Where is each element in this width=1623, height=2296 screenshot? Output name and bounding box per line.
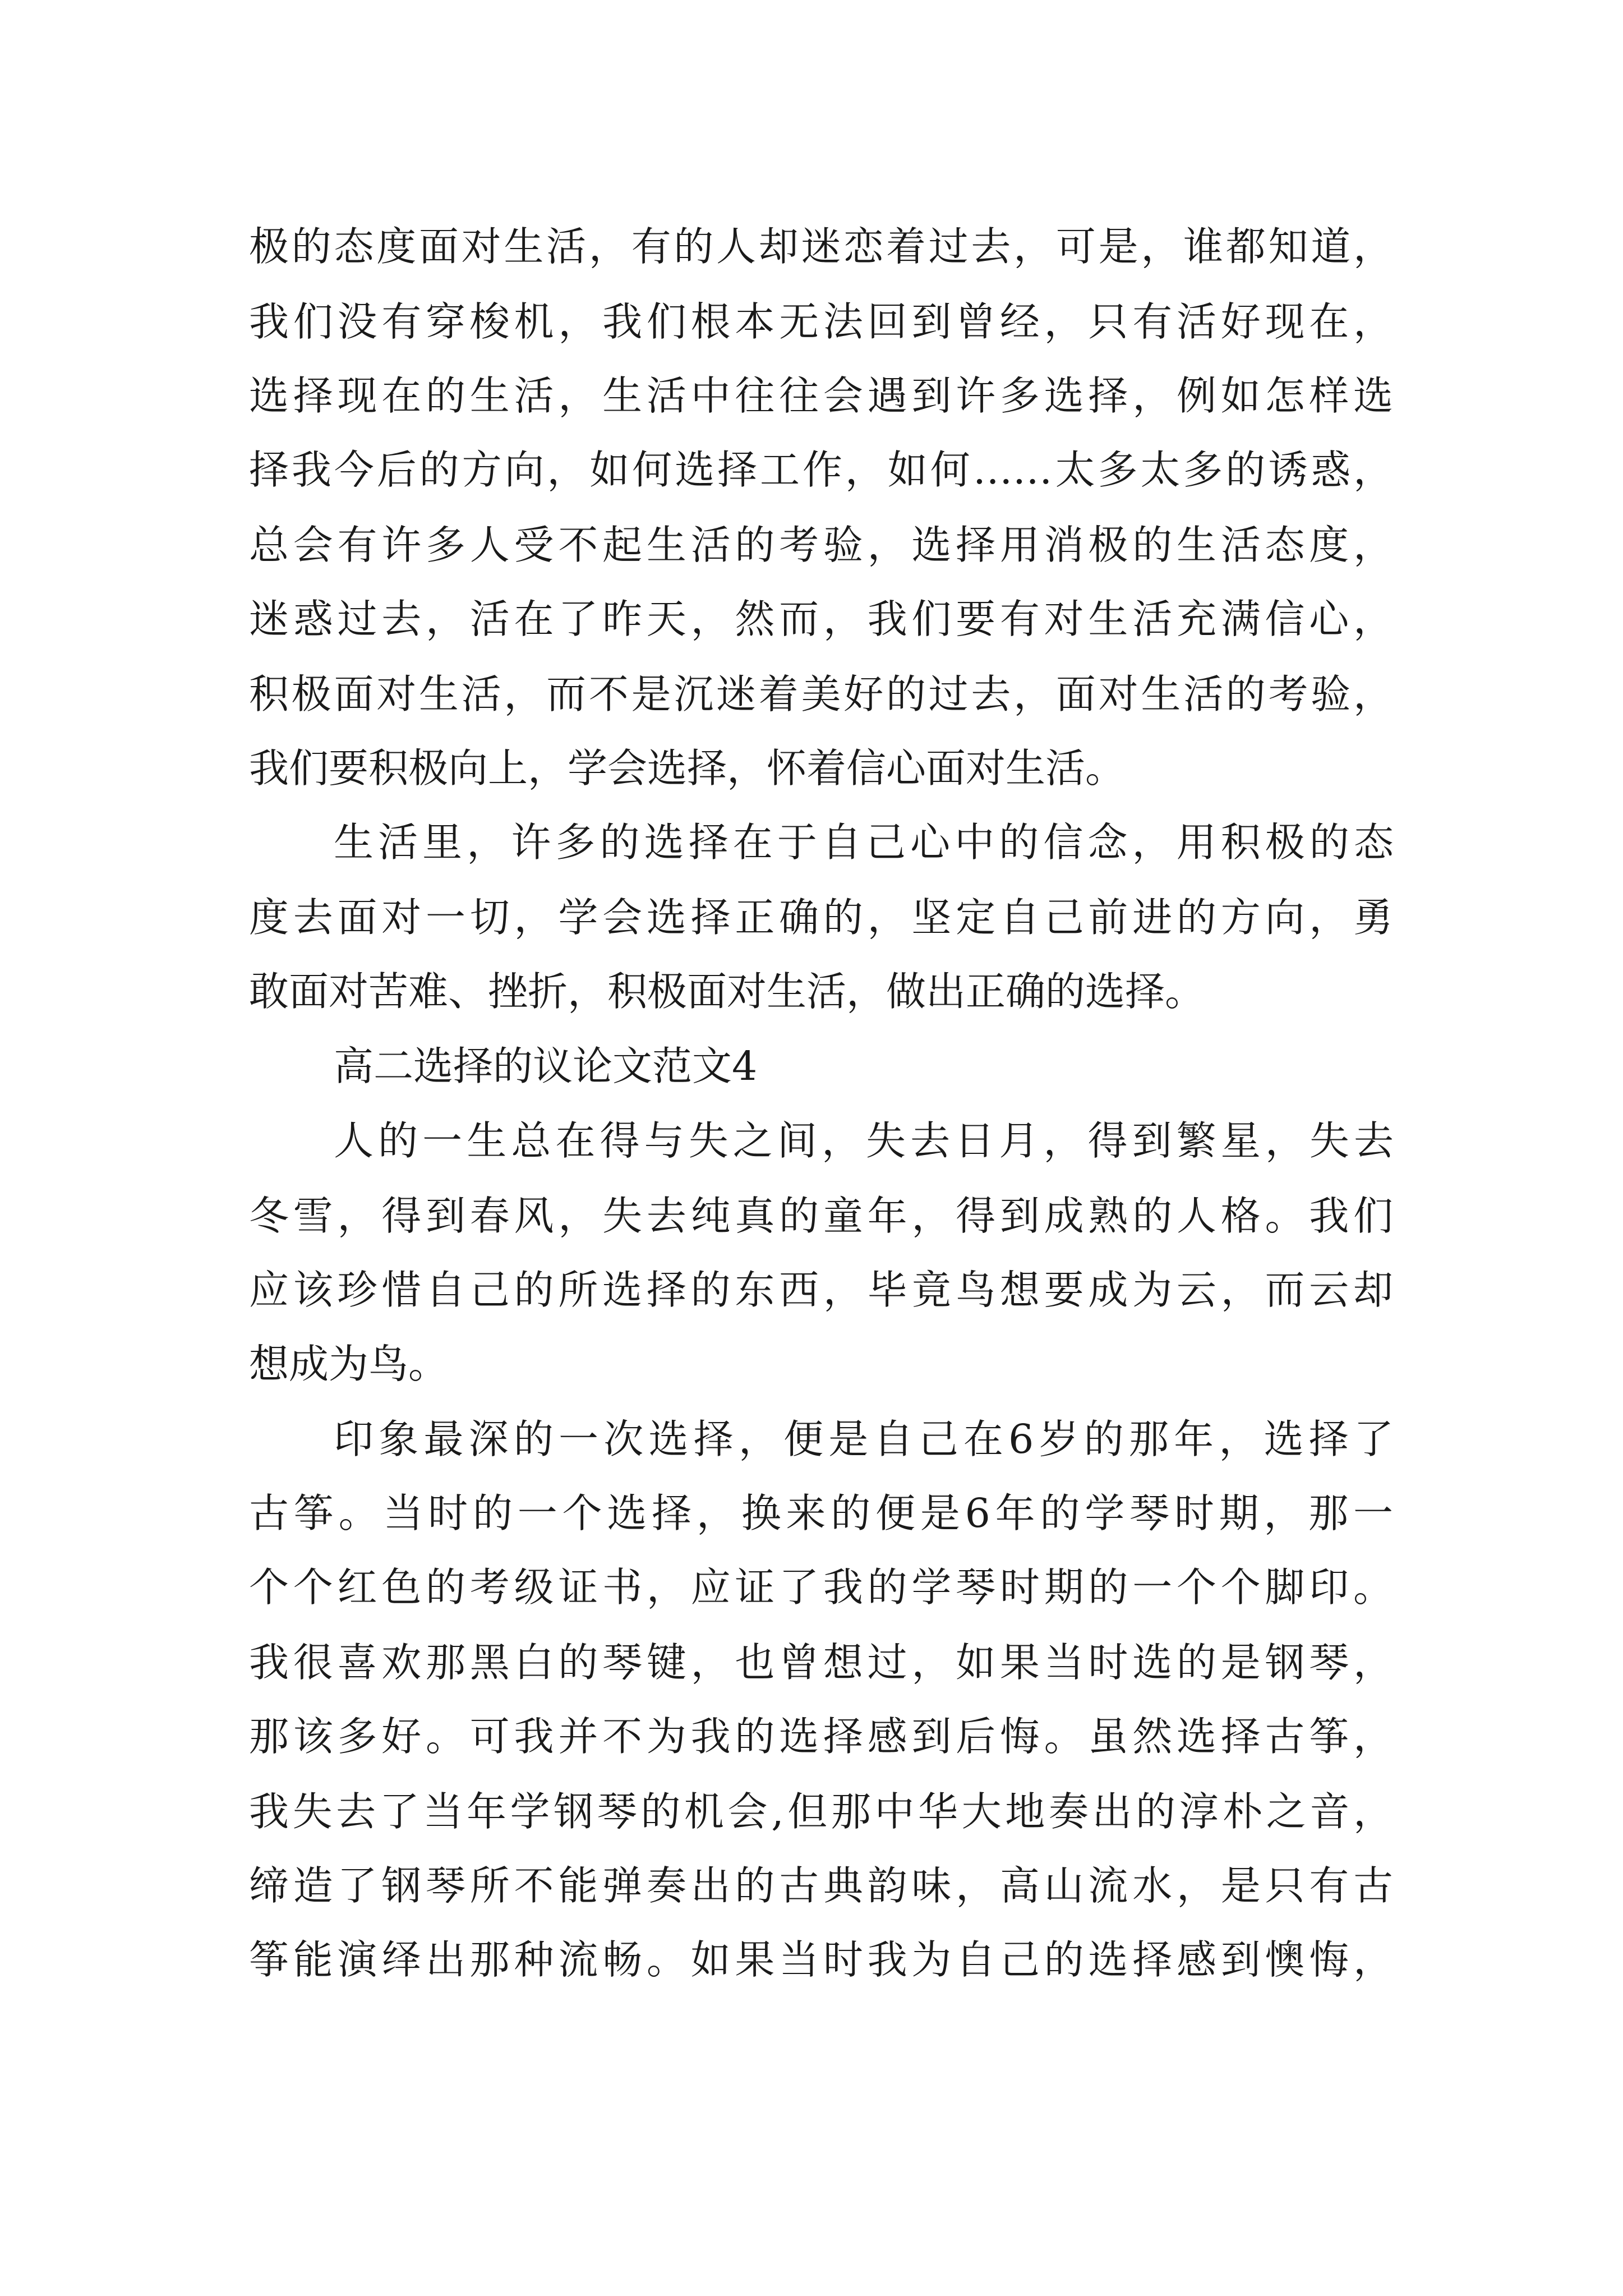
body-text-line: 总会有许多人受不起生活的考验，选择用消极的生活态度， [249,522,1393,568]
body-text-line: 应该珍惜自己的所选择的东西，毕竟鸟想要成为云，而云却 [249,1267,1393,1313]
paragraph-first-line: 印象最深的一次选择，便是自己在6岁的那年，选择了 [334,1416,1394,1462]
body-text-line: 敢面对苦难、挫折，积极面对生活，做出正确的选择。 [249,968,1205,1015]
body-text-line: 那该多好。可我并不为我的选择感到后悔。虽然选择古筝， [249,1713,1393,1760]
body-text-line: 古筝。当时的一个选择，换来的便是6年的学琴时期，那一 [249,1490,1393,1536]
body-text-line: 择我今后的方向，如何选择工作，如何……太多太多的诱惑， [249,447,1393,493]
paragraph-first-line: 生活里，许多的选择在于自己心中的信念，用积极的态 [334,819,1394,866]
section-heading: 高二选择的议论文范文4 [334,1043,758,1089]
body-text-line: 我失去了当年学钢琴的机会,但那中华大地奏出的淳朴之音， [249,1788,1393,1835]
body-text-line: 我们没有穿梭机，我们根本无法回到曾经，只有活好现在， [249,298,1393,345]
body-text-line: 我们要积极向上，学会选择，怀着信心面对生活。 [249,745,1126,792]
paragraph-first-line: 人的一生总在得与失之间，失去日月，得到繁星，失去 [334,1117,1394,1164]
body-text-line: 想成为鸟。 [249,1341,449,1387]
body-text-line: 筝能演绎出那种流畅。如果当时我为自己的选择感到懊悔， [249,1936,1393,1983]
body-text-line: 缔造了钢琴所不能弹奏出的古典韵味，高山流水，是只有古 [249,1862,1393,1909]
body-text-line: 冬雪，得到春风，失去纯真的童年，得到成熟的人格。我们 [249,1193,1393,1239]
body-text-line: 积极面对生活，而不是沉迷着美好的过去，面对生活的考验， [249,671,1393,717]
body-text-line: 迷惑过去，活在了昨天，然而，我们要有对生活充满信心， [249,596,1393,642]
body-text-line: 度去面对一切，学会选择正确的，坚定自己前进的方向，勇 [249,894,1393,941]
body-text-line: 选择现在的生活，生活中往往会遇到许多选择，例如怎样选 [249,372,1393,419]
body-text-line: 个个红色的考级证书，应证了我的学琴时期的一个个脚印。 [249,1564,1393,1611]
body-text-line: 我很喜欢那黑白的琴键，也曾想过，如果当时选的是钢琴， [249,1639,1393,1686]
body-text-line: 极的态度面对生活，有的人却迷恋着过去，可是，谁都知道， [249,223,1393,270]
